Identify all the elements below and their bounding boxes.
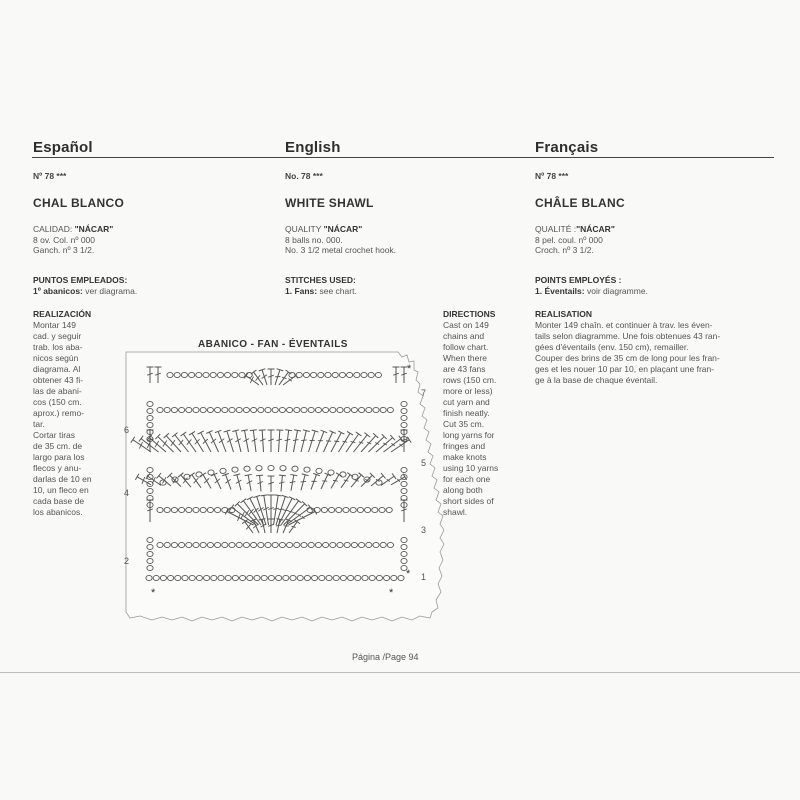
text-line: shawl. [443,507,468,517]
row-number-7: 7 [421,388,427,398]
language-heading-es: Español [33,139,93,156]
text-line: cos (150 cm. [33,397,82,407]
text-line: short sides of [443,496,494,506]
text-line: gées d'éventails (env. 150 cm), remailler. [535,342,689,352]
text-line: are 43 fans [443,364,486,374]
text-line: follow chart. [443,342,489,352]
row-number-5: 5 [421,458,427,468]
text-line: using 10 yarns [443,463,499,473]
row-number-4: 4 [124,488,130,498]
text-line: Cortar tiras [33,430,76,440]
text-line: finish neatly. [443,408,490,418]
treble-bar [301,481,306,482]
hook-line-es: Ganch. nº 3 1/2. [33,245,95,255]
text-line: along both [443,485,483,495]
treble-bar [283,510,288,511]
text-line: Montar 149 [33,320,76,330]
text-line: las de abani- [33,386,82,396]
text-line: flecos y anu- [33,463,82,473]
quality-label-en: QUALITY [285,224,324,234]
text-line: for each one [443,474,491,484]
stitches-heading-fr: POINTS EMPLOYÉS : [535,275,622,285]
stitch-label-es: 1º abanicos: [33,286,83,296]
repeat-mark-top: * [407,363,412,375]
treble-bar [334,441,339,442]
treble-top [279,475,286,476]
language-heading-en: English [285,139,341,156]
text-line: trab. los aba- [33,342,83,352]
text-line: cada base de [33,496,85,506]
pattern-number-fr: Nº 78 *** [535,171,569,181]
text-line: more or less) [443,386,493,396]
row-number-2: 2 [124,556,130,566]
text-line: long yarns for [443,430,495,440]
text-line: darlas de 10 en [33,474,92,484]
text-line: aprox.) remo- [33,408,85,418]
stitch-text-en: see chart. [317,286,357,296]
quality-value-en: "NÁCAR" [323,224,363,234]
row-number-1: 1 [421,572,427,582]
text-line: When there [443,353,487,363]
text-line: los abanicos. [33,507,83,517]
treble-bar [301,440,306,441]
text-line: chains and [443,331,485,341]
text-line: Couper des brins de 35 cm de long pour les fran- [535,353,720,363]
directions-heading-en: DIRECTIONS [443,309,496,319]
yarn-line-es: 8 ov. Col. nº 000 [33,234,96,245]
row-number-3: 3 [421,525,427,535]
text-line: Cast on 149 [443,320,489,330]
stitches-heading-es: PUNTOS EMPLEADOS: [33,275,128,285]
quality-label-es: CALIDAD: [33,224,75,234]
quality-value-es: "NÁCAR" [74,224,114,234]
text-line: Monter 149 chaîn. et continuer à trav. les éven- [535,320,713,330]
pattern-number-es: Nº 78 *** [33,171,67,181]
text-line: cut yarn and [443,397,490,407]
stitch-text-es: ver diagrama. [82,286,138,296]
repeat-mark-bottom-right: * [389,587,394,599]
text-line: nicos según [33,353,79,363]
pattern-title-fr: CHÂLE BLANC [535,196,625,210]
text-line: fringes and [443,441,486,451]
stitches-heading-en: STITCHES USED: [285,275,356,285]
pattern-title-en: WHITE SHAWL [285,196,374,210]
row-number-6: 6 [124,425,130,435]
yarn-line-fr: 8 pel. coul. nº 000 [535,234,603,245]
text-line: tar. [33,419,45,429]
hook-line-en: No. 3 1/2 metal crochet hook. [285,245,397,255]
stitch-label-fr: 1. Éventails: [535,286,585,296]
text-line: 10, un fleco en [33,485,89,495]
text-line: largo para los [33,452,85,462]
quality-value-fr: "NÁCAR" [576,224,615,234]
text-line: rows (150 cm. [443,375,497,385]
hook-line-fr: Croch. nº 3 1/2. [535,245,594,255]
text-line: diagrama. Al [33,364,81,374]
text-line: ge à la base de chaque éventail. [535,375,658,385]
stitch-label-en: 1. Fans: [285,286,318,296]
pattern-number-en: No. 78 *** [285,171,323,181]
text-line: ges et les nouer 10 par 10, en plaçant une fran- [535,364,715,374]
yarn-line-en: 8 balls no. 000. [285,234,343,245]
text-line: obtener 43 fi- [33,375,84,385]
realization-heading-es: REALIZACIÓN [33,309,92,319]
quality-label-fr: QUALITÉ : [535,224,577,234]
repeat-mark-bottom-left: * [151,587,156,599]
text-line: Cut 35 cm. [443,419,485,429]
repeat-mark-row1: * [406,568,411,580]
text-line: tails selon diagramme. Une fois obtenues 43 ran- [535,331,721,341]
text-line: make knots [443,452,487,462]
text-line: cad. y seguir [33,331,82,341]
language-heading-fr: Français [535,139,599,156]
stitch-text-fr: voir diagramme. [584,286,648,296]
treble-top [256,475,263,476]
chart-title: ABANICO - FAN - ÉVENTAILS [198,339,348,350]
page-number: Página /Page 94 [352,652,419,662]
realisation-heading-fr: REALISATION [535,309,592,319]
text-line: de 35 cm. de [33,441,83,451]
pattern-title-es: CHAL BLANCO [33,196,125,210]
